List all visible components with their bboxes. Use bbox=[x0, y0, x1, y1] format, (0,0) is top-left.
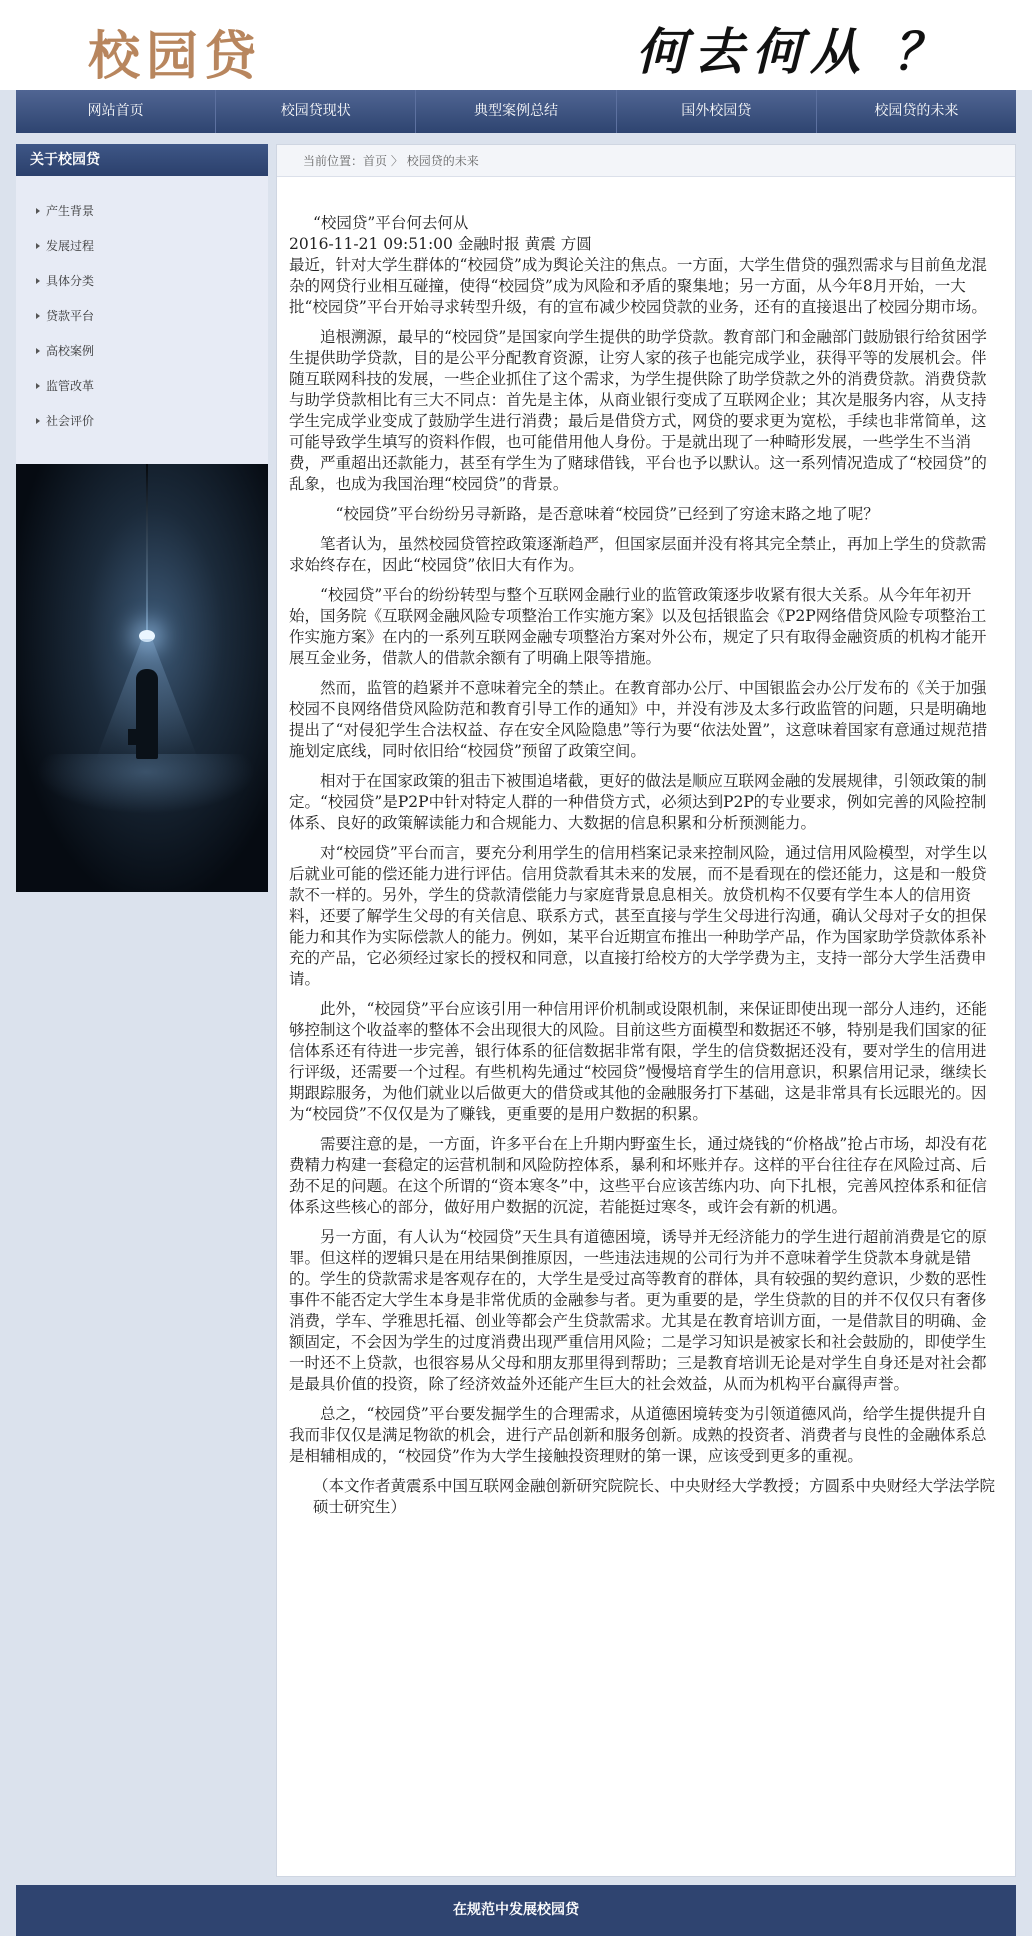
sidebar-item-development[interactable] bbox=[16, 229, 268, 264]
nav-current-status[interactable]: 校园贷现状 bbox=[216, 90, 416, 133]
sidebar-item-label: 发展过程 bbox=[46, 239, 95, 253]
author-note: （本文作者黄震系中国互联网金融创新研究院院长、中央财经大学教授；方圆系中央财经大学法学院硕士研究生） bbox=[313, 1477, 996, 1516]
article-paragraph: 追根溯源，最早的“校园贷”是国家向学生提供的助学贷款。教育部门和金融部门鼓励银行给贫困学生提供助学贷款，目的是公平分配教育资源，让穷人家的孩子也能完成学业，获得平等的发展机会。伴随互联网科技的发展，一些企业抓住了这个需求，为学生提供除了助学贷款之外的消费贷款。消费贷款与助学贷款相比有三大不同点：首先是主体，从商业银行变成了互联网企业；其次是服务内容，从支持学生完成学业变成了鼓励学生进行消费；最后是借贷方式，网贷的要求更为宽松，手续也非常简单，这可能导致学生填写的资料作假，也可能借用他人身份。于是就出现了一种畸形发展，一些学生不当消费，严重超出还款能力，甚至有学生为了赌球借钱，平台也予以默认。这一系列情况造成了“校园贷”的乱象，也成为我国治理“校园贷”的背景。 bbox=[289, 328, 987, 493]
arrow-right-icon bbox=[36, 348, 40, 354]
arrow-right-icon bbox=[36, 383, 40, 389]
sidebar-illustration bbox=[16, 464, 268, 892]
briefcase bbox=[128, 729, 142, 745]
lamp-cord bbox=[146, 464, 148, 634]
sidebar bbox=[16, 144, 268, 892]
sidebar-item-evaluation[interactable] bbox=[16, 404, 268, 439]
sidebar-title: 关于校园贷 bbox=[16, 144, 268, 176]
arrow-right-icon bbox=[36, 418, 40, 424]
nav-future[interactable]: 校园贷的未来 bbox=[874, 103, 959, 119]
arrow-right-icon bbox=[36, 313, 40, 319]
sidebar-item-label: 社会评价 bbox=[46, 414, 95, 428]
floor-glow bbox=[36, 754, 256, 814]
article-paragraph: 需要注意的是，一方面，许多平台在上升期内野蛮生长，通过烧钱的“价格战”抢占市场，却没有花费精力构建一套稳定的运营机制和风险防控体系，暴利和坏账并存。这样的平台往往存在风险过高、后劲不足的问题。在这个所谓的“资本寒冬”中，这些平台应该苦练内功、向下扎根，完善风控体系和征信体系这些核心的部分，做好用户数据的沉淀，若能挺过寒冬，或许会有新的机遇。 bbox=[289, 1135, 987, 1216]
nav-home[interactable]: 网站首页 bbox=[16, 90, 216, 133]
breadcrumb-separator: 〉 bbox=[387, 154, 403, 168]
article-paragraph: “校园贷”平台纷纷另寻新路，是否意味着“校园贷”已经到了穷途末路之地了呢？ bbox=[335, 505, 879, 523]
sidebar-item-categories[interactable] bbox=[16, 264, 268, 299]
breadcrumb-prefix: 当前位置： bbox=[303, 154, 364, 168]
article-title: “校园贷”平台何去何从 bbox=[313, 214, 469, 232]
breadcrumb-current: 校园贷的未来 bbox=[406, 154, 479, 168]
nav-case-summary[interactable]: 典型案例总结 bbox=[416, 90, 616, 133]
article-paragraph: 相对于在国家政策的狙击下被围追堵截，更好的做法是顺应互联网金融的发展规律，引领政策的制定。“校园贷”是P2P中针对特定人群的一种借贷方式，必须达到P2P的专业要求，例如完善的风险控制体系、良好的政策解读能力和合规能力、大数据的信息积累和分析预测能力。 bbox=[289, 772, 987, 832]
sidebar-item-label: 产生背景 bbox=[46, 204, 95, 218]
article-paragraph: 对“校园贷”平台而言，要充分利用学生的信用档案记录来控制风险，通过信用风险模型，对学生以后就业可能的偿还能力进行评估。信用贷款看其未来的发展，而不是看现在的偿还能力，这是和一般贷款不一样的。另外，学生的贷款清偿能力与家庭背景息息相关。放贷机构不仅要有学生本人的信用资料，还要了解学生父母的有关信息、联系方式，甚至直接与学生父母进行沟通，确认父母对子女的担保能力和其作为实际偿款人的能力。例如，某平台近期宣布推出一种助学产品，作为国家助学贷款体系补充的产品，它必须经过家长的授权和同意，以直接打给校方的大学学费为主，支持一部分大学生活费申请。 bbox=[289, 844, 987, 988]
article-paragraph: “校园贷”平台的纷纷转型与整个互联网金融行业的监管政策逐步收紧有很大关系。从今年年初开始，国务院《互联网金融风险专项整治工作实施方案》以及包括银监会《P2P网络借贷风险专项整治工作实施方案》在内的一系列互联网金融专项整治方案对外公布，规定了只有取得金融资质的机构才能开展互金业务，借款人的借款余额有了明确上限等措施。 bbox=[289, 586, 987, 667]
sidebar-item-background[interactable] bbox=[16, 194, 268, 229]
site-logo[interactable]: 校园贷 bbox=[88, 26, 263, 87]
sidebar-item-label: 具体分类 bbox=[46, 274, 95, 288]
article bbox=[289, 213, 1001, 1518]
header-slogan: 何去何从 ？ bbox=[636, 22, 952, 81]
article-paragraph: 总之，“校园贷”平台要发掘学生的合理需求，从道德困境转变为引领道德风尚，给学生提供提升自我而非仅仅是满足物欲的机会，进行产品创新和服务创新。成熟的投资者、消费者与良性的金融体系总是相辅相成的，“校园贷”作为大学生接触投资理财的第一课，应该受到更多的重视。 bbox=[289, 1405, 987, 1465]
article-meta: 2016-11-21 09:51:00 金融时报 黄震 方圆 bbox=[289, 235, 592, 253]
article-paragraph: 最近，针对大学生群体的“校园贷”成为舆论关注的焦点。一方面，大学生借贷的强烈需求与目前鱼龙混杂的网贷行业相互碰撞，使得“校园贷”成为风险和矛盾的聚集地；另一方面，从今年8月开始，一大批“校园贷”平台开始寻求转型升级，有的宣布减少校园贷款的业务，还有的直接退出了校园分期市场。 bbox=[289, 256, 987, 316]
site-header bbox=[0, 0, 1032, 90]
breadcrumb bbox=[277, 145, 1015, 177]
main-nav bbox=[16, 90, 1016, 133]
sidebar-item-platforms[interactable] bbox=[16, 299, 268, 334]
arrow-right-icon bbox=[36, 278, 40, 284]
article-paragraph: 然而，监管的趋紧并不意味着完全的禁止。在教育部办公厅、中国银监会办公厅发布的《关于加强校园不良网络借贷风险防范和教育引导工作的通知》中，并没有涉及太多行政监管的问题，只是明确地提出了“对侵犯学生合法权益、存在安全风险隐患”等行为要“依法处置”，这意味着国家有意通过规范措施划定底线，同时依旧给“校园贷”预留了政策空间。 bbox=[289, 679, 988, 760]
sidebar-item-cases[interactable] bbox=[16, 334, 268, 369]
sidebar-item-label: 监管改革 bbox=[46, 379, 95, 393]
sidebar-item-regulation[interactable] bbox=[16, 369, 268, 404]
arrow-right-icon bbox=[36, 243, 40, 249]
main-content bbox=[276, 144, 1016, 1877]
nav-foreign[interactable]: 国外校园贷 bbox=[617, 90, 817, 133]
sidebar-item-label: 高校案例 bbox=[46, 344, 95, 358]
article-paragraph: 此外，“校园贷”平台应该引用一种信用评价机制或设限机制，来保证即使出现一部分人违约，还能够控制这个收益率的整体不会出现很大的风险。目前这些方面模型和数据还不够，特别是我们国家的征信体系还有待进一步完善，银行体系的征信数据非常有限，学生的信贷数据还没有，要对学生的信用进行评级，还需要一个过程。有些机构先通过“校园贷”慢慢培育学生的信用意识，积累信用记录，继续长期跟踪服务，为他们就业以后做更大的借贷或其他的金融服务打下基础，这是非常具有长远眼光的。因为“校园贷”不仅仅是为了赚钱，更重要的是用户数据的积累。 bbox=[289, 1000, 987, 1123]
site-footer: 在规范中发展校园贷 bbox=[16, 1885, 1016, 1936]
silhouette-figure bbox=[136, 669, 158, 759]
sidebar-item-label: 贷款平台 bbox=[46, 309, 95, 323]
breadcrumb-home[interactable]: 首页 bbox=[363, 154, 388, 168]
article-paragraph: 笔者认为，虽然校园贷管控政策逐渐趋严，但国家层面并没有将其完全禁止，再加上学生的贷款需求始终存在，因此“校园贷”依旧大有作为。 bbox=[289, 535, 987, 574]
article-paragraph: 另一方面，有人认为“校园贷”天生具有道德困境，诱导并无经济能力的学生进行超前消费是它的原罪。但这样的逻辑只是在用结果倒推原因，一些违法违规的公司行为并不意味着学生贷款本身就是错的。学生的贷款需求是客观存在的，大学生是受过高等教育的群体，具有较强的契约意识，少数的恶性事件不能否定大学生本身是非常优质的金融参与者。更为重要的是，学生贷款的目的并不仅仅只有奢侈消费，学车、学雅思托福、创业等都会产生贷款需求。尤其是在教育培训方面，一是借款目的明确、金额固定，不会因为学生的过度消费出现严重信用风险；二是学习知识是被家长和社会鼓励的，即使学生一时还不上贷款，也很容易从父母和朋友那里得到帮助；三是教育培训无论是对学生自身还是对社会都是最具价值的投资，除了经济效益外还能产生巨大的社会效益，从而为机构平台赢得声誉。 bbox=[289, 1228, 987, 1393]
arrow-right-icon bbox=[36, 208, 40, 214]
sidebar-menu bbox=[16, 176, 268, 439]
